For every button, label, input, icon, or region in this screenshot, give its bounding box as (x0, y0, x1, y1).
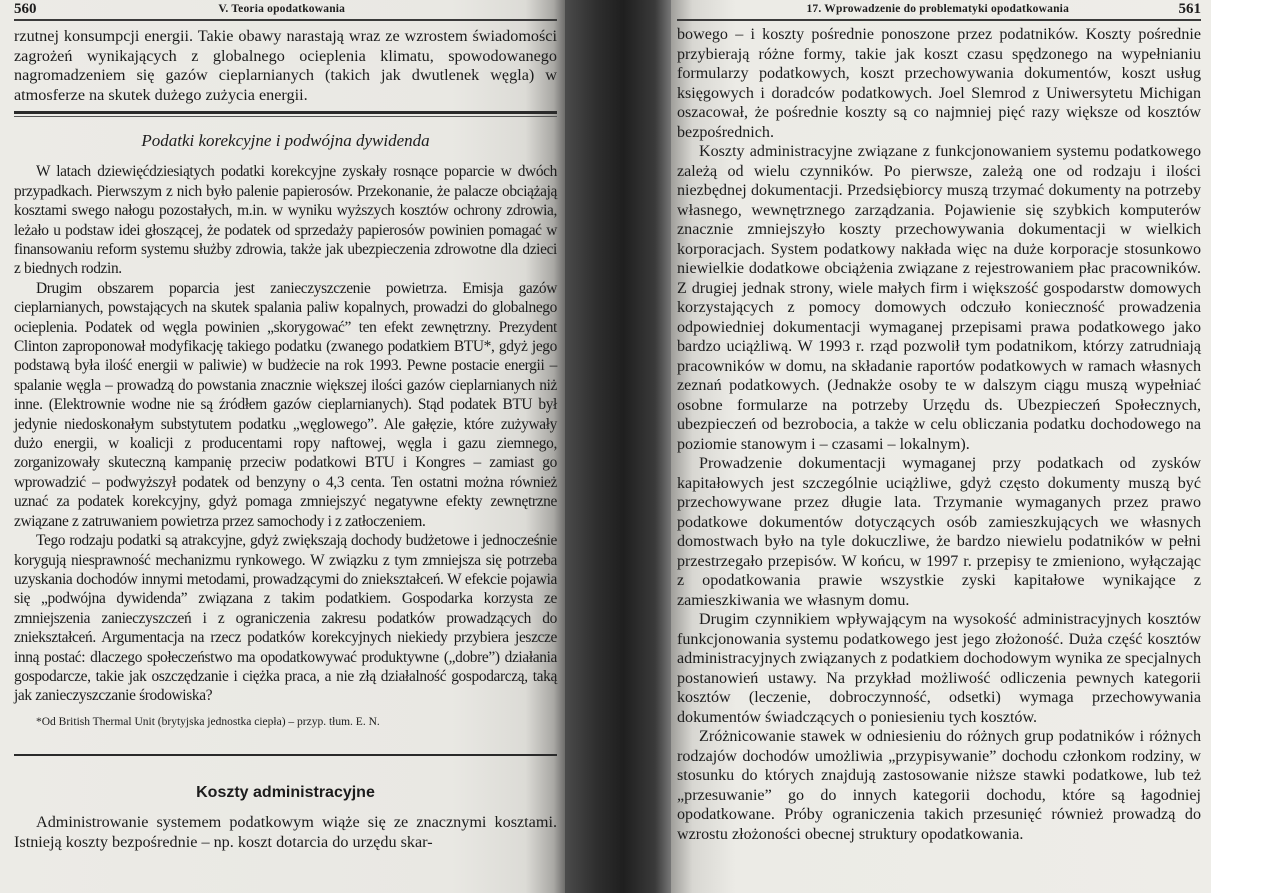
right-paragraph: Prowadzenie dokumentacji wymaganej przy podatkach od zysków kapitałowych jest szczególnie uciążliwe, gdyż często dokumenty muszą być przechowywane przez długie lata. Trzymanie wymaganych przez prawo podatkowe dokumentów dotyczących osób zamieszkujących we własnych domostwach było na tyle dokuczliwe, że bardzo niewielu podatników w pełni przestrzegało przepisów. W końcu, w 1997 r. przepisy te zmieniono, wyłączając z opodatkowania prawie wszystkie zyski kapitałowe wynikające z zamieszkiwania we własnym domu. (677, 455, 1201, 609)
box-top-rule (14, 111, 557, 114)
right-paragraph: Koszty administracyjne związane z funkcjonowaniem systemu podatkowego zależą od wielu czynników. Po pierwsze, zależą one od rodzaju i ilości niezbędnej dokumentacji. Przedsiębiorcy muszą trzymać dokumenty na potrzeby własnego, wewnętrznego zarządzania. Pojawienie się szybkich komputerów znacznie zmniejszyło koszty przechowywania dokumentacji w wielkich korporacjach. System podatkowy nakłada więc na duże korporacje stosunkowo niewielkie dodatkowe obciążenia związane z rejestrowaniem płac pracowników. Z drugiej jednak strony, wiele małych firm i większość gospodarstw domowych korzystających z pomocy domowych odczuło konieczność prowadzenia odpowiedniej dokumentacji wymaganej przepisami prawa podatkowego jako bardzo uciążliwą. W 1993 r. rząd pozwolił tym podatnikom, którzy zatrudniają pracowników w domu, na składanie raportów podatkowych w ramach własnych zeznań podatkowych. (Jednakże osoby te w dalszym ciągu muszą wypełniać osobne formularze na potrzeby Urzędu ds. Ubezpieczeń Społecznych, ubezpieczeń od bezrobocia, a także w celu obliczania podatku dochodowego na poziomie stanowym i – czasami – lokalnym). (677, 143, 1201, 453)
box-body (14, 162, 557, 705)
box-paragraph: Drugim obszarem poparcia jest zanieczyszczenie powietrza. Emisja gazów cieplarnianych, powstających na skutek spalania paliw kopalnych, prowadzi do globalnego ocieplenia. Podatek od węgla powinien „skorygować” ten efekt zewnętrzny. Prezydent Clinton zaproponował modyfikację takiego podatku (zwanego podatkiem BTU*, gdyż jego podstawą była ilość energii w paliwie) w budżecie na rok 1993. Pewne postacie energii – spalanie węgla – prowadzą do powstania znacznie większej ilości gazów cieplarnianych niż inne. (Elektrownie wodne nie są źródłem gazów cieplarnianych). Stąd podatek BTU był jedynie niedoskonałym substytutem podatku „węglowego”. Ale gałęzie, które zużywały dużo energii, w koalicji z producentami ropy naftowej, węgla i gazu ziemnego, zorganizowały skuteczną kampanię przeciw podatkowi BTU i Kongres – zamiast go wprowadzić – podwyższył podatek od benzyny o 4,3 centa. Ten ostatni można również uznać za podatek korekcyjny, gdyż pomaga zmniejszyć negatywne efekty zewnętrzne związane z zatruwaniem powietrza przez samochody i z zatłoczeniem. (14, 279, 557, 530)
section-heading: Koszty administracyjne (196, 783, 375, 801)
left-page-header (14, 0, 557, 21)
box-title: Podatki korekcyjne i podwójna dywidenda (141, 131, 430, 151)
box-top-rule-thin (14, 116, 557, 117)
left-tail (14, 812, 557, 852)
tail-paragraph: Administrowanie systemem podatkowym wiąże się ze znacznymi kosztami. Istnieją koszty bezpośrednie – np. koszt dotarcia do urzędu skar- (14, 812, 557, 851)
right-page-header (677, 0, 1201, 21)
right-page-number: 561 (1178, 0, 1201, 17)
left-running-title: V. Teoria opodatkowania (218, 3, 346, 15)
book-gutter (565, 0, 671, 893)
box-paragraph: W latach dziewięćdziesiątych podatki korekcyjne zyskały rosnące poparcie w dwóch przypadkach. Pierwszym z nich było palenie papierosów. Przekonanie, że palacze obciążają kosztami swego nałogu pozostałych, m.in. w wyniku wyższych kosztów ochrony zdrowia, leżało u podstaw idei głoszącej, że podatek od sprzedaży papierosów powinien pomagać w finansowaniu reform systemu służby zdrowia, także jak ubezpieczenia zdrowotne dla dzieci z biednych rodzin. (14, 163, 557, 278)
box-footnote: *Od British Thermal Unit (brytyjska jednostka ciepła) – przyp. tłum. E. N. (36, 715, 380, 728)
right-paragraph: Drugim czynnikiem wpływającym na wysokość administracyjnych kosztów funkcjonowania systemu podatkowego jest jego złożoność. Duża część kosztów administracyjnych związanych z podatkiem dochodowym wynika ze specjalnych postanowień ustawy. Na przykład możliwość odliczenia pewnych kategorii kosztów (leczenie, dobroczynność, odsetki) wymaga przechowywania dokumentów świadczących o poniesieniu tych kosztów. (677, 611, 1201, 726)
right-running-title: 17. Wprowadzenie do problematyki opodatkowania (806, 3, 1070, 15)
right-paragraph: bowego – i koszty pośrednie ponoszone przez podatników. Koszty pośrednie przybierają różne formy, takie jak koszt czasu spędzonego na wypełnianiu formularzy podatkowych, koszt przechowywania dokumentów, koszt usług księgowych i doradców podatkowych. Joel Slemrod z Uniwersytetu Michigan oszacował, że pośrednie koszty są co najmniej pięć razy większe od kosztów bezpośrednich. (677, 26, 1201, 141)
left-page (0, 0, 565, 893)
right-page (671, 0, 1211, 893)
box-double-dividend (14, 111, 557, 755)
scan-margin (1211, 0, 1263, 893)
right-paragraph: Zróżnicowanie stawek w odniesieniu do różnych grup podatników i różnych rodzajów dochodów umożliwia „przypisywanie” dochodu członkom rodziny, w stosunku do których znajdują zastosowanie niższe stawki podatkowe, lub też „przesuwanie” go do innych kategorii dochodu, które są łagodniej opodatkowane. Próby ograniczenia takich przesunięć również prowadzą do wzrostu złożoności obecnej struktury opodatkowania. (677, 728, 1201, 843)
left-page-number: 560 (14, 0, 37, 17)
right-body (677, 25, 1201, 844)
left-intro (14, 27, 557, 105)
box-paragraph: Tego rodzaju podatki są atrakcyjne, gdyż zwiększają dochody budżetowe i jednocześnie korygują niesprawność mechanizmu rynkowego. W związku z tym zmniejsza się potrzeba uzyskania dochodów innymi metodami, prowadzącymi do zniekształceń. W efekcie pojawia się „podwójna dywidenda” związana z takim podatkiem. Gospodarka korzysta ze zmniejszenia zanieczyszczeń i z ograniczenia zakresu podatków prowadzących do zniekształceń. Argumentacja na rzecz podatków korekcyjnych niekiedy przybiera jeszcze inną postać: dlaczego społeczeństwo ma opodatkowywać produktywne („dobre”) działania gospodarcze, takie jak oszczędzanie i ciężka praca, a nie złą działalność gospodarczą, taką jak zanieczyszczanie środowiska? (14, 532, 557, 705)
box-bottom-rule (14, 754, 557, 756)
intro-paragraph: rzutnej konsumpcji energii. Takie obawy narastają wraz ze wzrostem świadomości zagrożeń wynikających z globalnego ocieplenia klimatu, spowodowanego nagromadzeniem się gazów cieplarnianych (takich jak dwutlenek węgla) w atmosferze na skutek dużego zużycia energii. (14, 27, 557, 104)
